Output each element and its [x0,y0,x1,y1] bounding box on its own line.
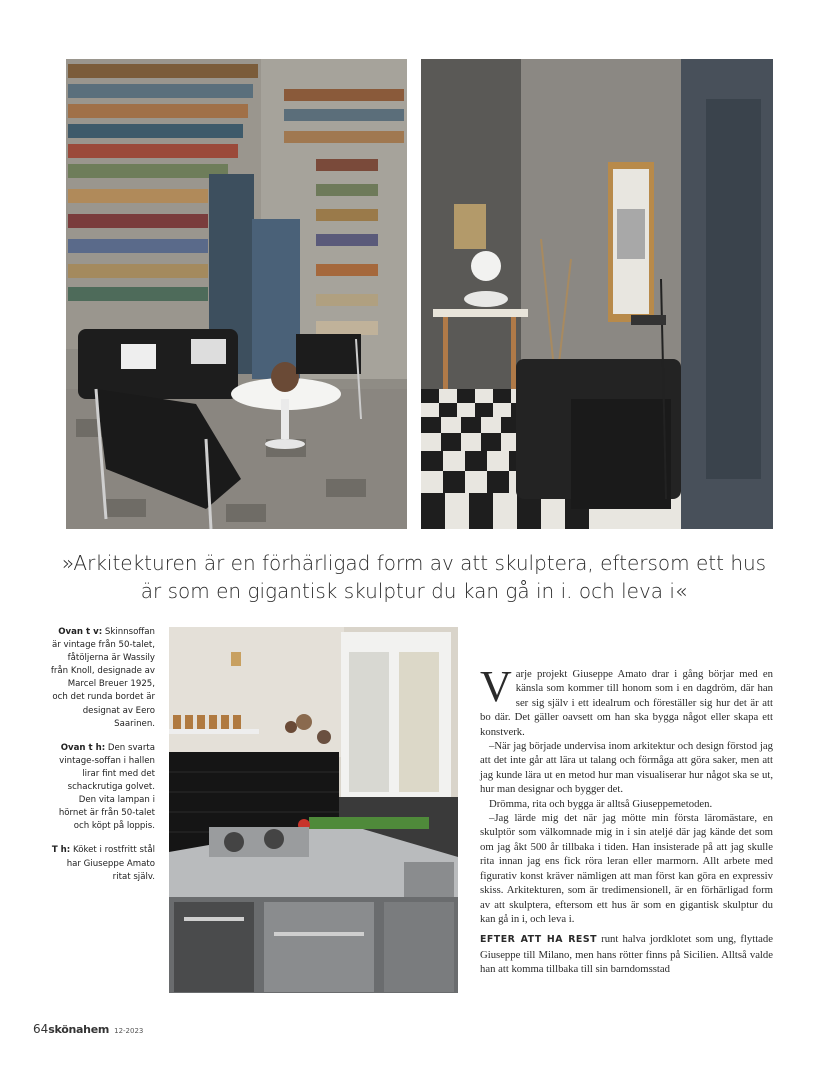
caption-lead: Ovan t h: [60,742,106,753]
drop-cap: V [480,662,512,711]
photo-kitchen-stainless [169,627,458,993]
pull-quote-line-1: »Arkitekturen är en förhärligad form av att skulptera, eftersom ett hus [61,551,767,575]
page-number: 64 [33,1022,49,1036]
article-paragraph-4: –Jag lärde mig det när jag mötte min första läromästare, en skulptör som välkomnade mig in i sin ateljé där jag kände det som om jag åkt 500 år tillbaka i tiden. Han insisterade på att jag skulle rita innan jag ens fick röra leran eller marmorn. Allt arbete med figurativ konst kräver nämligen att man först kan göra en expressiv skiss. Arkitekturen, som är tredimensionell, är en förhärligad form av att skulptera, eftersom ett hus är som en gigantisk skulptur du kan gå in i, och leva i. [480,812,773,925]
article-body [480,662,773,977]
article-paragraph-5-text: runt halva jordklotet som ung, flyttade Giuseppe till Milano, men hans rötter finns på Sicilien. Alltså valde han att komma tillbaka till sin barndomsstad [480,933,773,976]
issue-number: 12-2023 [114,1027,144,1035]
pull-quote-line-2: är som en gigantisk skulptur du kan gå in i. och leva i« [140,579,688,603]
photo-living-room-library [66,59,407,529]
photo-hall-checkered-floor [421,59,773,529]
pull-quote [40,549,788,605]
caption-top-right [50,742,155,834]
caption-top-left [50,626,155,731]
caption-lead: Ovan t v: [58,627,103,637]
caption-lead: T h: [51,845,71,856]
article-paragraph-1 [480,662,773,739]
caption-text: Köket i rostfritt stål har Giuseppe Amato ritat själv. [66,845,155,882]
article-paragraph-1-text: arje projekt Giuseppe Amato drar i gång börjar med en känsla som kommer till honom som i en dagdröm, där han ser sig själv i ett idealrum och föreställer sig hur det är att bo där. Det gäller oavsett om han ska bygga något eller skapa ett konstverk. [480,668,773,738]
caption-text: Den svarta vintage-soffan i hallen lirar fint med det schackrutiga golvet. Den vita lampan i hörnet är från 50-talet och köpt på loppis. [58,742,155,832]
page-footer [33,1018,143,1037]
section-lead-in: EFTER ATT HA REST [480,934,597,946]
caption-text: Skinnsoffan är vintage från 50-talet, fåtöljerna är Wassily från Knoll, designade av Marcel Breuer 1925, och det runda bordet är designat av Eero Saarinen. [50,627,155,729]
photo-captions [50,626,155,895]
article-paragraph-5 [480,932,773,976]
article-paragraph-2: –När jag började undervisa inom arkitektur och design förstod jag att det inte går att lära ut talang och förmåga att göra saker, men att jag kunde lära ut en metod hur man visualiserar hur något ska se ut, hur man designar och bygger det. [480,740,773,796]
magazine-logo: skönahem [48,1023,110,1036]
caption-kitchen [50,844,155,883]
article-paragraph-3: Drömma, rita och bygga är alltså Giuseppemetoden. [489,797,713,810]
